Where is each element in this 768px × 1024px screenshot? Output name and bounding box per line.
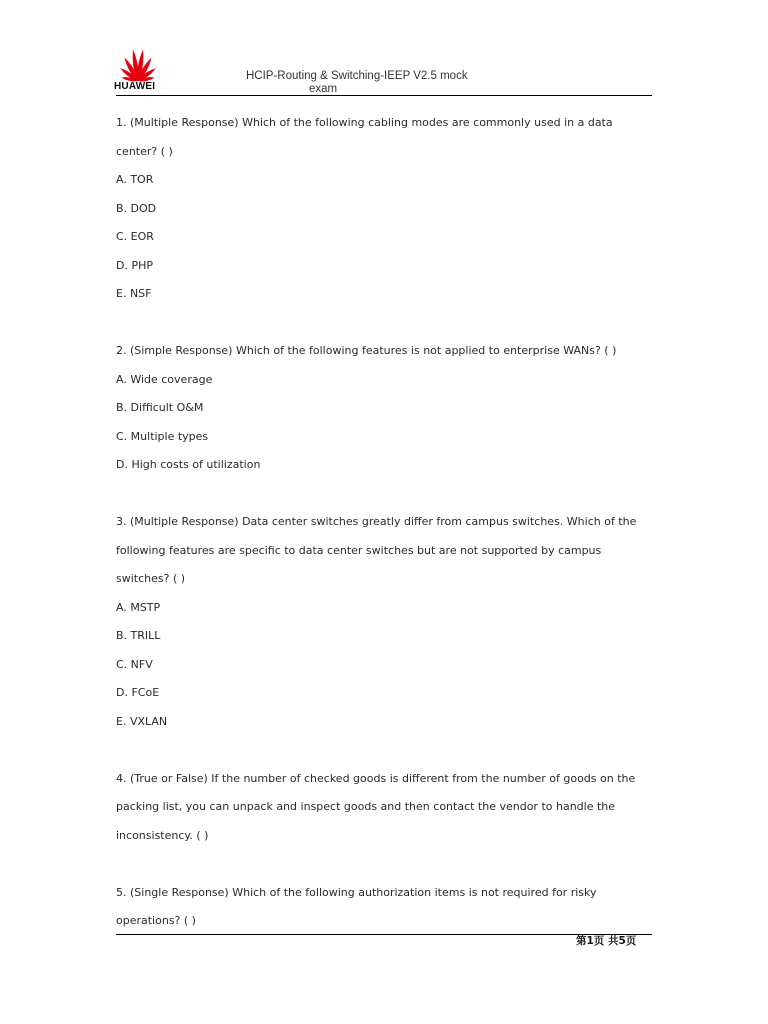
question-list [116,109,656,936]
question-text: following features are specific to data center switches but are not supported by campus [116,543,602,557]
question-text: 3. (Multiple Response) Data center switches greatly differ from campus switches. Which of the [116,515,637,528]
document-title [246,70,486,95]
question-text: inconsistency. ( ) [116,828,209,842]
answer-option: A. MSTP [116,600,161,614]
huawei-logo [114,48,162,94]
question-text: switches? ( ) [116,572,186,585]
spacer [116,850,656,879]
header-divider [116,95,652,96]
answer-option: E. NSF [116,287,152,300]
spacer [116,736,656,765]
answer-option: D. FCoE [116,686,160,699]
question-text: 1. (Multiple Response) Which of the following cabling modes are commonly used in a data [116,116,613,129]
footer-divider [116,934,652,935]
answer-option: B. Difficult O&M [116,401,204,414]
spacer [116,480,656,509]
question-text: 2. (Simple Response) Which of the following features is not applied to enterprise WANs? ( ) [116,344,617,357]
spacer [116,309,656,338]
answer-option: C. EOR [116,230,154,243]
answer-option: D. High costs of utilization [116,458,261,471]
question-text: operations? ( ) [116,914,196,927]
answer-option: E. VXLAN [116,714,168,728]
question-text: 4. (True or False) If the number of checked goods is different from the number of goods on the [116,771,636,785]
question-text: 5. (Single Response) Which of the following authorization items is not required for risky [116,885,597,899]
question-4 [116,765,656,851]
question-3 [116,508,656,736]
question-1 [116,109,656,309]
document-title-line-2: exam [309,82,338,95]
question-2 [116,337,656,480]
huawei-flower-icon [114,48,162,82]
question-text: center? ( ) [116,144,173,158]
answer-option: B. DOD [116,201,157,215]
answer-option: D. PHP [116,258,154,272]
document-title-line-1: HCIP-Routing & Switching-IEEP V2.5 mock [246,70,468,82]
answer-option: A. Wide coverage [116,372,213,386]
question-5 [116,879,656,936]
page-number: 第1页 共5页 [576,935,637,947]
answer-option: A. TOR [116,173,154,186]
answer-option: C. NFV [116,657,153,671]
answer-option: C. Multiple types [116,429,209,443]
question-text: packing list, you can unpack and inspect goods and then contact the vendor to handle the [116,800,616,813]
answer-option: B. TRILL [116,629,161,642]
logo-wordmark: HUAWEI [114,81,156,92]
